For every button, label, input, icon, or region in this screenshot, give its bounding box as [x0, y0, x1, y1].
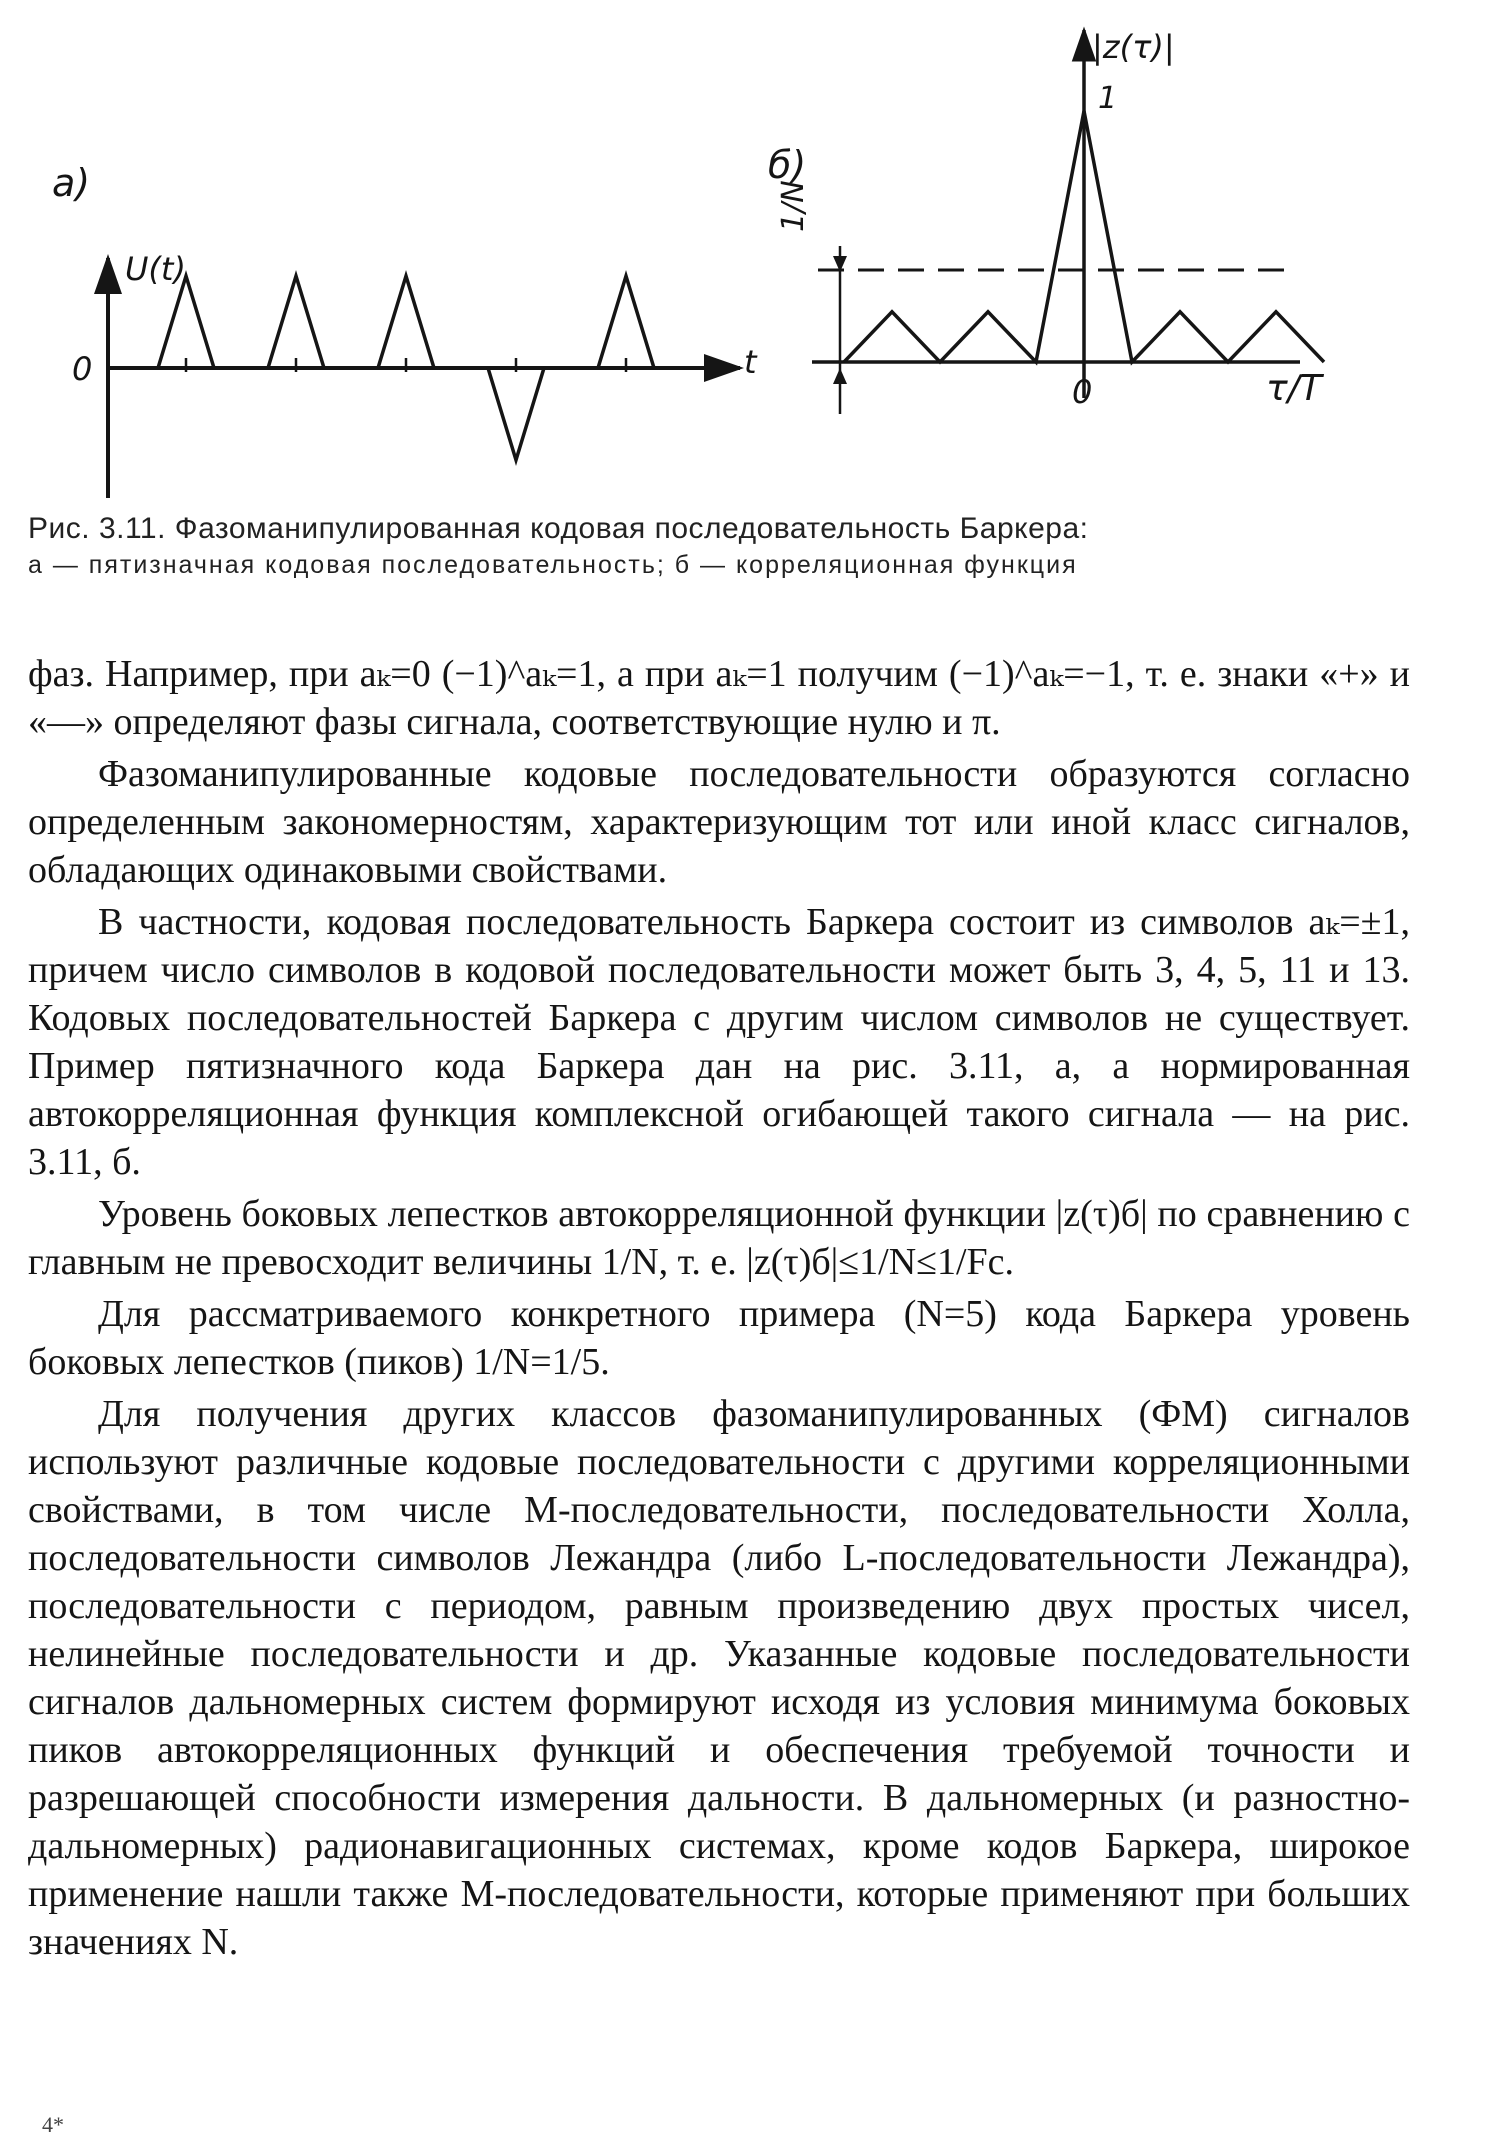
paragraph-3: В частности, кодовая последовательность Баркера состоит из символов aₖ=±1, причем число символов в кодовой последовательности может быть 3, 4, 5, 11 и 13. Кодовых последовательностей Баркера с другим числом символов не существует. Пример пятизначного кода Баркера дан на рис. 3.11, а, а нормированная автокорреляционная функция комплексной огибающей такого сигнала — на рис. 3.11, б. [28, 901, 1410, 1183]
code-pulse-2 [268, 276, 324, 368]
panel-a-zero-label: 0 [72, 350, 93, 388]
code-pulse-5 [598, 276, 654, 368]
body-text [28, 650, 1410, 1966]
code-pulse-3 [378, 276, 434, 368]
panel-a-x-axis-label: t [744, 343, 757, 381]
paragraph-2: Фазоманипулированные кодовые последовательности образуются согласно определенным закономерностям, характеризующим тот или иной класс сигналов, обладающих одинаковыми свойствами. [28, 753, 1410, 891]
caption-line-1: Рис. 3.11. Фазоманипулированная кодовая последовательность Баркера: [28, 512, 1089, 545]
panel-a-y-axis-label: U(t) [125, 250, 186, 288]
paragraph-1: фаз. Например, при aₖ=0 (−1)^aₖ=1, а при aₖ=1 получим (−1)^aₖ=−1, т. е. знаки «+» и «—» определяют фазы сигнала, соответствующие нулю и π. [28, 653, 1410, 743]
caption-line-2: а — пятизначная кодовая последовательность; б — корреляционная функция [28, 551, 1078, 579]
figure-caption [28, 510, 1188, 582]
page-mark: 4* [42, 2112, 64, 2137]
code-pulse-1 [158, 276, 214, 368]
paragraph-5: Для рассматриваемого конкретного примера (N=5) кода Баркера уровень боковых лепестков (пиков) 1/N=1/5. [28, 1293, 1410, 1383]
panel-b-peak-label: 1 [1098, 81, 1118, 116]
panel-a-label: а) [52, 161, 91, 205]
paragraph-6: Для получения других классов фазоманипулированных (ФМ) сигналов используют различные кодовые последовательности с другими корреляционными свойствами, в том числе М-последовательности, последовательности Холла, последовательности символов Лежандра (либо L-последовательности Лежандра), последовательности с периодом, равным произведению двух простых чисел, нелинейные последовательности и др. Указанные кодовые последовательности сигналов дальномерных систем формируют исходя из условия минимума боковых пиков автокорреляционных функций и обеспечения требуемой точности и разрешающей способности измерения дальности. В дальномерных (и разностно-дальномерных) радионавигационных системах, кроме кодов Баркера, широкое применение нашли также М-последовательности, которые применяют при больших значениях N. [28, 1393, 1410, 1963]
code-pulse-4 [488, 368, 544, 460]
panel-b-y-axis-label: |z(τ)| [1092, 28, 1175, 66]
paragraph-4: Уровень боковых лепестков автокорреляционной функции |z(τ)б| по сравнению с главным не превосходит величины 1/N, т. е. |z(τ)б|≤1/N≤1/Fc. [28, 1193, 1410, 1283]
panel-b-x-axis-label: τ/T [1266, 368, 1322, 409]
panel-b-level-label: 1/N [776, 180, 811, 232]
panel-a [52, 161, 758, 498]
panel-b [768, 28, 1325, 414]
panel-b-dimension-arrow-bottom [833, 368, 847, 384]
panel-b-label: б) [768, 143, 807, 187]
figure-3-11 [0, 0, 1487, 500]
panel-b-zero-label: 0 [1072, 373, 1093, 411]
